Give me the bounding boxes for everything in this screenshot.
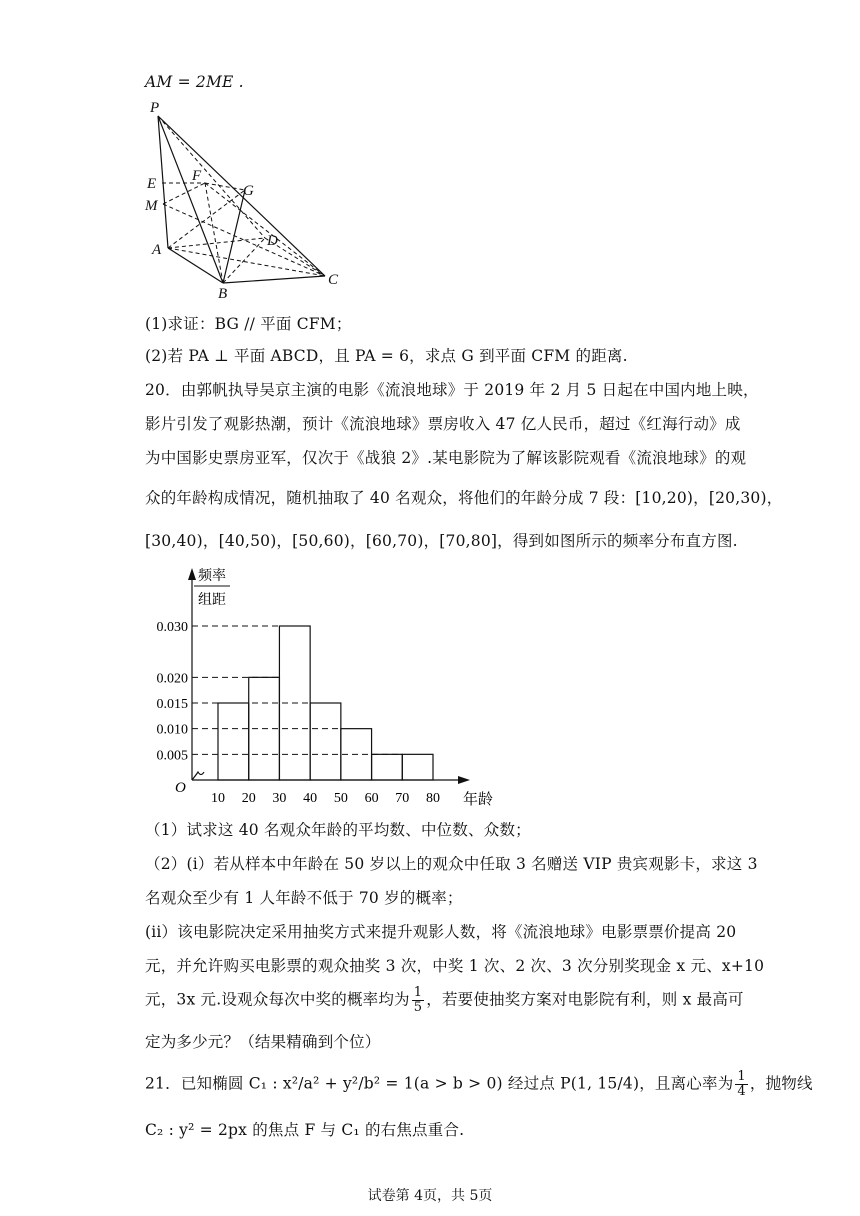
x-tick-label: 70 [395, 791, 410, 806]
q20-sub2-ii-3 [145, 986, 744, 1015]
x-tick-label: 40 [303, 791, 318, 806]
q20-sub2-i-2: 名观众至少有 1 人年龄不低于 70 岁的概率； [145, 889, 463, 907]
y-label-top: 频率 [198, 569, 226, 584]
x-tick-label: 80 [426, 791, 440, 806]
q20-line: 20．由郭帆执导吴京主演的电影《流浪地球》于 2019 年 2 月 5 日起在中国内地上映， [145, 381, 759, 399]
x-tick-label: 10 [211, 791, 225, 806]
label-e: E [147, 176, 157, 192]
seg-fb [205, 183, 223, 283]
edge-bc [223, 276, 325, 283]
y-label-bottom: 组距 [198, 593, 226, 608]
edge-pa [158, 116, 168, 248]
fraction-denominator: 4 [737, 1084, 746, 1099]
q20-sub2-ii-1: (ii）该电影院决定采用抽奖方式来提升观影人数，将《流浪地球》电影票票价提高 20 [145, 923, 737, 941]
x-tick-label: 30 [272, 791, 287, 806]
origin-label: O [175, 780, 186, 796]
q20-sub2-ii-2: 元，并允许购买电影票的观众抽奖 3 次，中奖 1 次、2 次、3 次分别奖现金 x 元、x+10 [145, 957, 765, 975]
label-d: D [267, 233, 278, 249]
q21-line2: C₂ : y² = 2px 的焦点 F 与 C₁ 的右焦点重合. [145, 1121, 465, 1139]
fraction-denominator: 5 [413, 1000, 423, 1015]
x-axis-label: 年龄 [463, 792, 494, 808]
fraction-one-fourth [735, 1070, 747, 1099]
q20-sub2-i-1: （2）(i）若从样本中年龄在 50 岁以上的观众中任取 3 名赠送 VIP 贵宾观影卡，求这 3 [145, 855, 758, 873]
label-b: B [218, 286, 228, 302]
q20-line: [30,40)，[40,50)，[50,60)，[60,70)，[70,80]，得到如图所示的频率分布直方图. [145, 532, 738, 550]
q20-sub2-ii-3b: ，若要使抽奖方案对电影院有利，则 x 最高可 [426, 990, 744, 1009]
q21-line1 [145, 1070, 813, 1099]
edge-pc [158, 116, 325, 276]
seg-ac [168, 248, 325, 276]
q20-sub1: （1）试求这 40 名观众年龄的平均数、中位数、众数； [145, 821, 531, 839]
histogram-bar [402, 754, 433, 780]
q20-sub2-ii-3a: 元，3x 元.设观众每次中奖的概率均为 [145, 990, 410, 1009]
q20-line: 众的年龄构成情况，随机抽取了 40 名观众，将他们的年龄分成 7 段：[10,20)，[20,30)， [145, 489, 783, 507]
page-footer: 试卷第 4页，共 5页 [367, 1188, 493, 1204]
q19-part2: (2)若 PA ⊥ 平面 ABCD，且 PA = 6，求点 G 到平面 CFM 的距离. [145, 347, 628, 365]
y-tick-label: 0.020 [156, 671, 188, 687]
label-g: G [243, 183, 254, 199]
label-p: P [150, 100, 160, 116]
seg-fc [205, 183, 325, 276]
histogram-bar [310, 703, 341, 780]
histogram-bar [372, 754, 403, 780]
x-tick-label: 60 [364, 791, 379, 806]
y-tick-label: 0.010 [156, 722, 188, 738]
y-tick-label: 0.015 [156, 697, 188, 712]
axis-break [192, 772, 204, 780]
label-m: M [145, 198, 158, 214]
seg-fg [205, 183, 245, 190]
q19-part1: (1)求证：BG // 平面 CFM； [145, 315, 352, 333]
q21-line1a: 21．已知椭圆 C₁ : x²/a² + y²/b² = 1(a > b > 0) 经过点 P(1, 15/4)，且离心率为 [145, 1074, 734, 1093]
edge-pb [158, 116, 223, 283]
histogram-bar [218, 703, 249, 780]
q20-line: 为中国影史票房亚军，仅次于《战狼 2》.某电影院为了解该影院观看《流浪地球》的观 [145, 449, 747, 467]
q20-sub2-ii-4: 定为多少元？（结果精确到个位） [145, 1033, 381, 1051]
label-a: A [152, 242, 162, 258]
fraction-one-fifth [412, 986, 424, 1015]
fraction-numerator: 1 [413, 985, 423, 1000]
seg-mf [163, 183, 205, 204]
y-tick-label: 0.030 [156, 620, 188, 635]
x-tick-label: 20 [241, 791, 256, 806]
seg-mc [163, 204, 325, 276]
edge-ab [168, 248, 223, 283]
fraction-numerator: 1 [737, 1069, 746, 1084]
frequency-histogram [140, 560, 510, 810]
x-tick-label: 50 [333, 791, 348, 806]
q21-line1b: ，抛物线 [749, 1074, 813, 1093]
y-tick-label: 0.005 [156, 748, 188, 764]
q20-line: 影片引发了观影热潮，预计《流浪地球》票房收入 47 亿人民币，超过《红海行动》成 [145, 415, 741, 433]
label-f: F [192, 168, 202, 184]
pyramid-figure [140, 98, 350, 303]
label-c: C [328, 272, 339, 288]
y-axis-arrow [188, 568, 196, 580]
seg-bd [223, 238, 265, 283]
top-equation: AM = 2ME . [145, 73, 244, 91]
x-axis-arrow [458, 776, 470, 784]
